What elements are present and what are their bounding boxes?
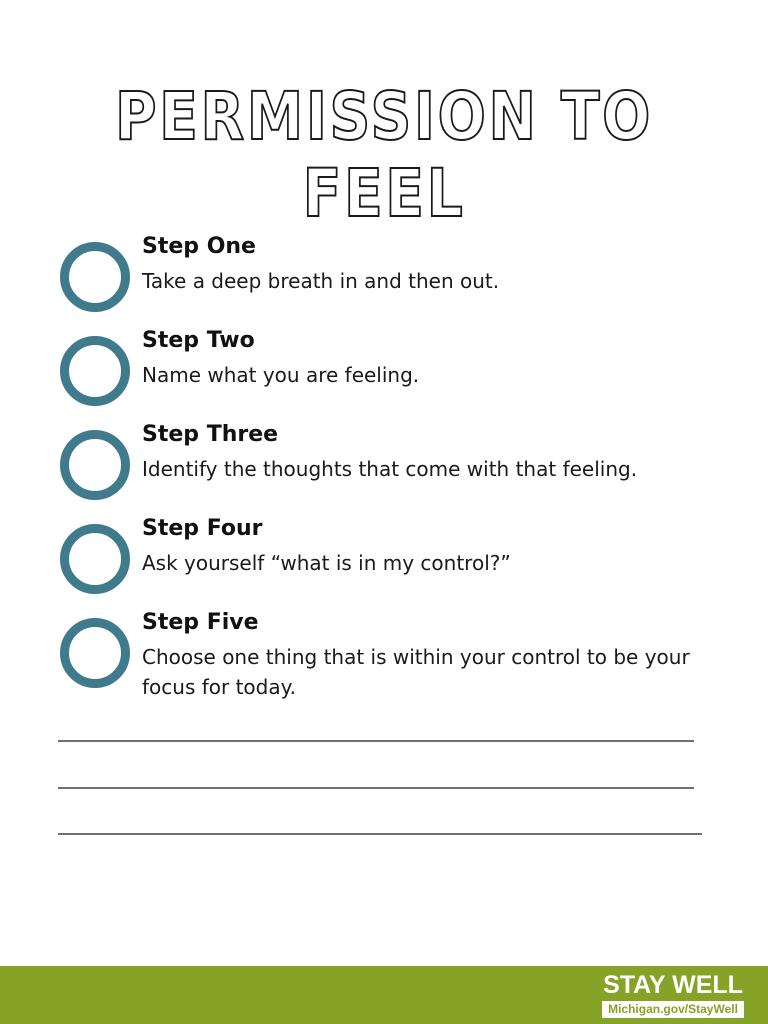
step-one-checkbox[interactable] (60, 242, 130, 312)
logo-wordmark: STAY WELL (603, 971, 743, 999)
staywell-logo[interactable] (586, 972, 760, 1018)
step-heading: Step Two (142, 328, 255, 353)
step-heading: Step One (142, 234, 256, 259)
step-text: Name what you are feeling. (142, 363, 420, 387)
writing-line-3[interactable] (58, 833, 702, 835)
step-text: Take a deep breath in and then out. (142, 269, 500, 293)
step-five-checkbox[interactable] (60, 618, 130, 688)
logo-url[interactable]: Michigan.gov/StayWell (602, 1001, 744, 1018)
step-five (58, 612, 718, 702)
step-three (58, 424, 718, 514)
step-one (58, 236, 718, 326)
writing-line-2[interactable] (58, 787, 694, 789)
step-text: Choose one thing that is within your control to be your focus for today. (142, 645, 690, 699)
step-heading: Step Five (142, 610, 259, 635)
step-text: Ask yourself “what is in my control?” (142, 551, 511, 575)
step-three-checkbox[interactable] (60, 430, 130, 500)
step-heading: Step Four (142, 516, 263, 541)
footer-bar (0, 966, 768, 1024)
step-two (58, 330, 718, 420)
step-heading: Step Three (142, 422, 279, 447)
writing-line-1[interactable] (58, 740, 694, 742)
step-four (58, 518, 718, 608)
page-title: PERMISSION TO FEEL (114, 78, 654, 232)
step-text: Identify the thoughts that come with that feeling. (142, 457, 638, 481)
step-two-checkbox[interactable] (60, 336, 130, 406)
step-four-checkbox[interactable] (60, 524, 130, 594)
